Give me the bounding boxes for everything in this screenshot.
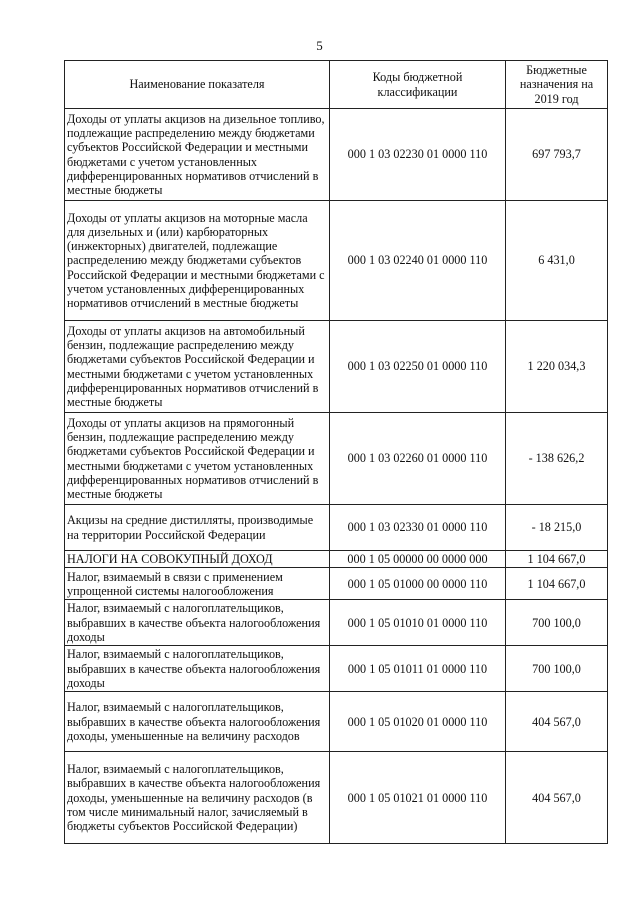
row-amount: - 18 215,0 — [506, 505, 608, 551]
row-name: Доходы от уплаты акцизов на автомобильный бензин, подлежащие распределению между бюджетами субъектов Российской Федерации и местными бюджетами с учетом установленных дифференцированных нормативов отчислений в местные бюджеты — [65, 321, 330, 413]
table-row — [65, 646, 608, 692]
row-amount: 404 567,0 — [506, 692, 608, 752]
table-row — [65, 321, 608, 413]
row-name: Налог, взимаемый с налогоплательщиков, выбравших в качестве объекта налогообложения доходы, уменьшенные на величину расходов — [65, 692, 330, 752]
table-row — [65, 600, 608, 646]
table-row — [65, 505, 608, 551]
row-amount: 700 100,0 — [506, 646, 608, 692]
page-number: 5 — [316, 38, 323, 53]
row-name: Налог, взимаемый с налогоплательщиков, выбравших в качестве объекта налогообложения доходы — [65, 646, 330, 692]
row-amount: - 138 626,2 — [506, 413, 608, 505]
row-amount: 6 431,0 — [506, 201, 608, 321]
row-name: Налог, взимаемый с налогоплательщиков, выбравших в качестве объекта налогообложения доходы, уменьшенные на величину расходов (в том числе минимальный налог, зачисляемый в бюджеты субъектов Российской Федерации) — [65, 752, 330, 844]
header-budget-amount: Бюджетные назначения на 2019 год — [506, 61, 608, 109]
row-amount: 404 567,0 — [506, 752, 608, 844]
row-code: 000 1 03 02250 01 0000 110 — [330, 321, 506, 413]
row-amount: 697 793,7 — [506, 109, 608, 201]
row-name: Налог, взимаемый с налогоплательщиков, выбравших в качестве объекта налогообложения доходы — [65, 600, 330, 646]
row-amount: 700 100,0 — [506, 600, 608, 646]
row-name: Доходы от уплаты акцизов на дизельное топливо, подлежащие распределению между бюджетами субъектов Российской Федерации и местными бюджетами с учетом установленных дифференцированных нормативов отчислений в местные бюджеты — [65, 109, 330, 201]
table-header-row — [65, 61, 608, 109]
row-code: 000 1 03 02240 01 0000 110 — [330, 201, 506, 321]
row-code: 000 1 05 01010 01 0000 110 — [330, 600, 506, 646]
header-budget-code: Коды бюджетной классификации — [330, 61, 506, 109]
row-code: 000 1 05 01000 00 0000 110 — [330, 568, 506, 600]
table-row — [65, 109, 608, 201]
row-code: 000 1 03 02330 01 0000 110 — [330, 505, 506, 551]
row-name: Налог, взимаемый в связи с применением упрощенной системы налогообложения — [65, 568, 330, 600]
row-code: 000 1 05 01020 01 0000 110 — [330, 692, 506, 752]
table-row — [65, 551, 608, 568]
table-row — [65, 692, 608, 752]
row-name: Доходы от уплаты акцизов на прямогонный бензин, подлежащие распределению между бюджетами субъектов Российской Федерации и местными бюджетами с учетом установленных дифференцированных нормативов отчислений в местные бюджеты — [65, 413, 330, 505]
table-row — [65, 752, 608, 844]
budget-table — [64, 60, 608, 844]
row-code: 000 1 05 01021 01 0000 110 — [330, 752, 506, 844]
row-name: Акцизы на средние дистилляты, производимые на территории Российской Федерации — [65, 505, 330, 551]
row-code: 000 1 05 00000 00 0000 000 — [330, 551, 506, 568]
row-name: НАЛОГИ НА СОВОКУПНЫЙ ДОХОД — [65, 551, 330, 568]
header-indicator-name: Наименование показателя — [65, 61, 330, 109]
row-code: 000 1 03 02260 01 0000 110 — [330, 413, 506, 505]
row-amount: 1 220 034,3 — [506, 321, 608, 413]
row-code: 000 1 05 01011 01 0000 110 — [330, 646, 506, 692]
row-amount: 1 104 667,0 — [506, 551, 608, 568]
row-amount: 1 104 667,0 — [506, 568, 608, 600]
table-row — [65, 201, 608, 321]
table-row — [65, 413, 608, 505]
row-name: Доходы от уплаты акцизов на моторные масла для дизельных и (или) карбюраторных (инжекторных) двигателей, подлежащие распределению между бюджетами субъектов Российской Федерации и местными бюджетами с учетом установленных дифференцированных нормативов отчислений в местные бюджеты — [65, 201, 330, 321]
row-code: 000 1 03 02230 01 0000 110 — [330, 109, 506, 201]
table-row — [65, 568, 608, 600]
